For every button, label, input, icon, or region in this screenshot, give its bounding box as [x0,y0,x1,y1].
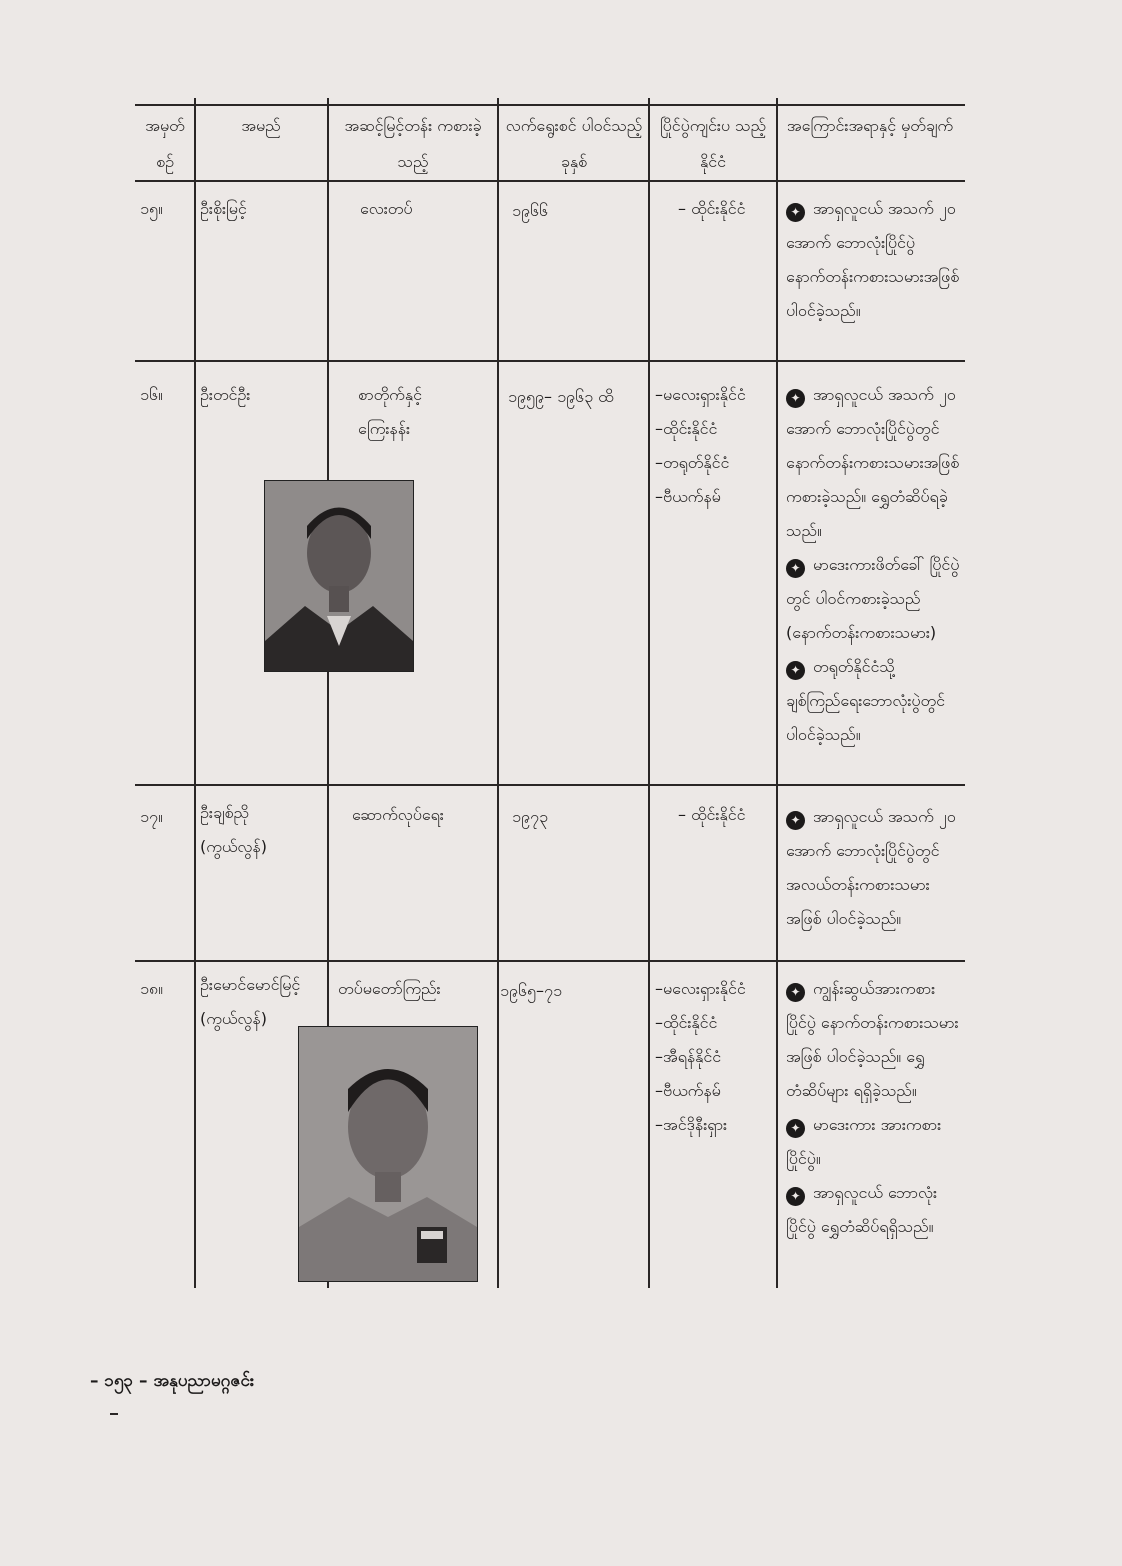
header-team: အဆင့်မြင့်တန်း ကစားခဲ့သည့် [344,116,482,171]
header-countries: ပြိုင်ပွဲကျင်းပ သည့်နိုင်ငံ [659,116,767,171]
star-bullet-icon: ✦ [786,811,805,830]
remark-item: ✦ ကျွန်းဆွယ်အားကစားပြိုင်ပွဲ နောက်တန်းကစားသမားအဖြစ် ပါဝင်ခဲ့သည်။ ရွှေတံဆိပ်များ ရရှိခဲ့သည်။ [786,979,959,1100]
star-bullet-icon: ✦ [786,389,805,408]
team-name: ဆောက်လုပ်ရေး [352,805,444,824]
star-bullet-icon: ✦ [786,1119,805,1138]
remark-item: ✦ အာရှလူငယ် အသက် ၂၀ အောက် ဘောလုံးပြိုင်ပွဲ နောက်တန်းကစားသမားအဖြစ် ပါဝင်ခဲ့သည်။ [786,199,960,320]
header-name: အမည် [241,116,281,135]
footer-dash [110,1413,118,1415]
page-footer: – ၁၅၃ – အနုပညာမဂ္ဂဇင်း [90,1371,255,1391]
country-item: –အင်ဒိုနီးရှား [655,1115,728,1134]
remark-item: ✦ အာရှလူငယ် ဘောလုံးပြိုင်ပွဲ ရွှေတံဆိပ်ရရှိသည်။ [786,1183,938,1236]
row-number: ၁၈။ [140,979,163,998]
country-item: –ထိုင်းနိုင်ငံ [655,1013,718,1032]
row-17-bottom-border [135,960,965,962]
remark-item: ✦ အာရှလူငယ် အသက် ၂၀ အောက် ဘောလုံးပြိုင်ပွဲတွင် နောက်တန်းကစားသမားအဖြစ် ကစားခဲ့သည်။ ရွှေတံဆိပ်ရခဲ့သည်။ [786,385,960,540]
remarks [786,378,962,752]
player-name-line: ဦးချစ်ညို [200,803,249,822]
player-name: ဦးစိုးမြင့် [200,199,247,218]
country-item: –မလေးရှားနိုင်ငံ [655,385,746,404]
remarks [786,972,962,1244]
row-15-bottom-border [135,360,965,362]
star-bullet-icon: ✦ [786,559,805,578]
star-bullet-icon: ✦ [786,203,805,222]
country-item: –မလေးရှားနိုင်ငံ [655,979,746,998]
player-name [200,796,267,864]
team-name-line: ကြေးနန်း [358,419,411,438]
remark-item: ✦ မာဒေးကား အားကစားပြိုင်ပွဲ။ [786,1115,942,1168]
country-item: –အီရန်နိုင်ငံ [655,1047,722,1066]
table-top-border [135,104,965,106]
row-number: ၁၇။ [140,807,163,826]
host-countries [655,972,746,1142]
country-item: –ဗီယက်နမ် [655,487,721,506]
header-number: အမှတ်စဉ် [145,116,185,171]
selection-years: ၁၉၅၉– ၁၉၆၃ ထိ [508,387,614,406]
selection-years: ၁၉၆၅–၇၁ [500,981,562,1000]
row-number: ၁၆။ [140,385,163,404]
col-divider-1 [194,98,196,1288]
team-name: တပ်မတော်ကြည်း [338,979,441,998]
player-name-line: ဦးမောင်မောင်မြင့် [200,975,301,994]
country-item: –ဗီယက်နမ် [655,1081,721,1100]
star-bullet-icon: ✦ [786,1187,805,1206]
team-name-line: စာတိုက်နှင့် [358,385,422,404]
star-bullet-icon: ✦ [786,661,805,680]
team-name: လေးတပ် [360,199,413,218]
row-number: ၁၅။ [140,199,163,218]
col-divider-4 [648,98,650,1288]
header-notes: အကြောင်းအရာနှင့် မှတ်ချက် [786,116,954,135]
portrait-photo [298,1026,478,1282]
team-name [358,378,422,446]
country-item: –ထိုင်းနိုင်ငံ [655,419,718,438]
star-bullet-icon: ✦ [786,983,805,1002]
host-country: – ထိုင်းနိုင်ငံ [678,199,746,218]
remarks [786,800,962,936]
header-bottom-border [135,180,965,182]
selection-years: ၁၉၇၃ [512,807,548,826]
row-16-bottom-border [135,784,965,786]
remark-item: ✦ တရုတ်နိုင်ငံသို့ ချစ်ကြည်ရေးဘောလုံးပွဲတွင် ပါဝင်ခဲ့သည်။ [786,657,945,744]
host-countries [655,378,746,514]
header-years: လက်ရွေးစင် ပါဝင်သည့်ခုနှစ် [505,116,643,171]
deceased-note: (ကွယ်လွန်) [200,1009,267,1028]
host-country: – ထိုင်းနိုင်ငံ [678,805,746,824]
player-name: ဦးတင်ဦး [200,385,251,404]
portrait-photo [264,480,414,672]
col-divider-5 [776,98,778,1288]
country-item: –တရုတ်နိုင်ငံ [655,453,730,472]
player-name [200,968,300,1036]
remarks [786,192,962,328]
deceased-note: (ကွယ်လွန်) [200,837,267,856]
selection-years: ၁၉၆၆ [512,201,548,220]
remark-item: ✦ မာဒေးကားဖိတ်ခေါ် ပြိုင်ပွဲတွင် ပါဝင်ကစားခဲ့သည် (နောက်တန်းကစားသမား) [786,555,960,642]
col-divider-3 [497,98,499,1288]
remark-item: ✦ အာရှလူငယ် အသက် ၂၀ အောက် ဘောလုံးပြိုင်ပွဲတွင် အလယ်တန်းကစားသမားအဖြစ် ပါဝင်ခဲ့သည်။ [786,807,956,928]
